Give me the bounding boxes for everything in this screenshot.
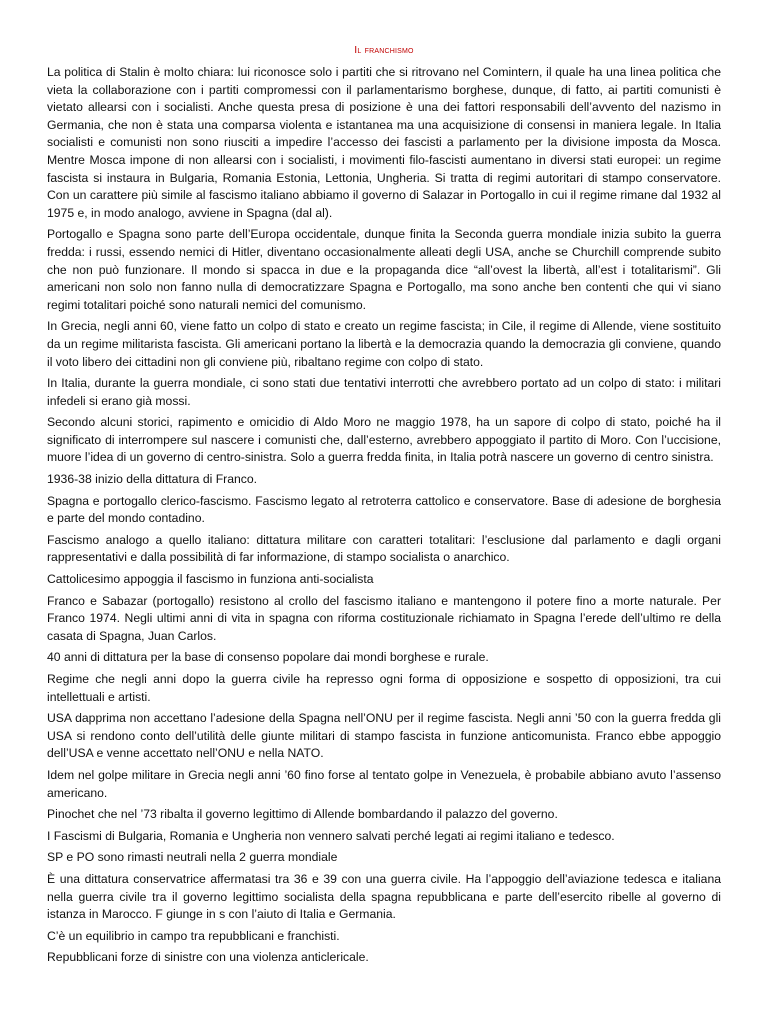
paragraph: In Italia, durante la guerra mondiale, ci sono stati due tentativi interrotti che avrebbero portato ad un colpo di stato: i militari infedeli si erano già mossi.	[47, 376, 721, 408]
paragraph: Franco e Sabazar (portogallo) resistono al crollo del fascismo italiano e mantengono il potere fino a morte naturale. Per Franco 1974. Negli ultimi anni di vita in spagna con riforma costituzionale richiamato in Spagna l’erede dell’ultimo re della casata di Spagna, Juan Carlos.	[47, 593, 721, 643]
paragraph: Regime che negli anni dopo la guerra civile ha represso ogni forma di opposizione e sospetto di opposizioni, tra cui intellettuali e artisti.	[47, 672, 721, 704]
paragraph: Pinochet che nel ’73 ribalta il governo legittimo di Allende bombardando il palazzo del governo.	[47, 807, 558, 822]
paragraph: I Fascismi di Bulgaria, Romania e Ungheria non vennero salvati perché legati ai regimi italiano e tedesco.	[47, 828, 615, 843]
paragraph: 1936-38 inizio della dittatura di Franco.	[47, 472, 258, 487]
paragraph: In Grecia, negli anni 60, viene fatto un colpo di stato e creato un regime fascista; in Cile, il regime di Allende, viene sostituito da un regime militarista fascista. Gli americani portano la libertà e la democrazia quando la democrazia gli conviene, quando il voto libero dei cittadini non gli conviene più, ribaltano regime con colpo di stato.	[47, 319, 721, 369]
paragraph: Repubblicani forze di sinistre con una violenza anticlericale.	[47, 950, 369, 965]
paragraph: La politica di Stalin è molto chiara: lui riconosce solo i partiti che si ritrovano nel Comintern, il quale ha una linea politica che vieta la collaborazione con i partiti compromessi con il parlamentarismo borghese, dunque, di fatto, ai partiti comunisti è vietato allearsi con i socialisti. Anche questa presa di posizione è una dei fattori responsabili dell’avvento del nazismo in Germania, che non è stata una comparsa violenta e istantanea ma una acquisizione di consensi in maniera legale. In Italia socialisti e comunisti non sono riusciti a impedire l’accesso dei fascisti a parlamento per la divisione imposta da Mosca. Mentre Mosca impone di non allearsi con i socialisti, i movimenti filo-fascisti aumentano in diversi stati europei: un regime fascista si instaura in Bulgaria, Romania Estonia, Lettonia, Ungheria. Si tratta di regimi autoritari di stampo conservatore. Con un carattere più simile al fascismo italiano abbiamo il governo di Salazar in Portogallo in cui il regime rimane dal 1932 al 1975 e, in modo analogo, avviene in Spagna (dal al).	[47, 65, 721, 220]
paragraph: C’è un equilibrio in campo tra repubblicani e franchisti.	[47, 928, 340, 943]
document-title: Il franchismo	[354, 44, 414, 56]
paragraph: È una dittatura conservatrice affermatasi tra 36 e 39 con una guerra civile. Ha l’appoggio dell’aviazione tedesca e italiana nella guerra civile tra il governo legittimo socialista della spagna repubblicana e parte dell’esercito ribelle al governo di istanza in Marocco. F giunge in s con l’aiuto di Italia e Germania.	[47, 871, 721, 922]
paragraph: Spagna e portogallo clerico-fascismo. Fascismo legato al retroterra cattolico e conservatore. Base di adesione de borghesia e parte del mondo contadino.	[47, 493, 721, 526]
paragraph: Secondo alcuni storici, rapimento e omicidio di Aldo Moro ne maggio 1978, ha un sapore di colpo di stato, poiché ha il significato di interrompere sul nascere i comunisti che, dall’esterno, avrebbero appoggiato il partito di Moro. Con l’uccisione, muore l’idea di un governo di centro-sinistra. Solo a guerra fredda finita, in Italia potrà nascere un governo di centro sinistra.	[47, 415, 721, 465]
paragraph: SP e PO sono rimasti neutrali nella 2 guerra mondiale	[47, 850, 338, 865]
paragraph: Fascismo analogo a quello italiano: dittatura militare con caratteri totalitari: l’esclusione dal parlamento e dagli organi rappresentativi e dalla possibilità di far informazione, di stampo socialista o anarchico.	[47, 532, 721, 565]
paragraph: USA dapprima non accettano l’adesione della Spagna nell’ONU per il regime fascista. Negli anni ’50 con la guerra fredda gli USA si rendono conto dell’utilità delle giunte militari di stampo fascista in funzione anticomunista. Franco ebbe appoggio dell’USA e venne accettato nell’ONU e nella NATO.	[47, 711, 721, 761]
document-page	[47, 44, 721, 971]
paragraph: Cattolicesimo appoggia il fascismo in funziona anti-socialista	[47, 572, 374, 587]
paragraph: 40 anni di dittatura per la base di consenso popolare dai mondi borghese e rurale.	[47, 650, 489, 665]
paragraph: Idem nel golpe militare in Grecia negli anni ’60 fino forse al tentato golpe in Venezuela, è probabile abbiano avuto l’assenso americano.	[47, 767, 721, 800]
paragraph: Portogallo e Spagna sono parte dell’Europa occidentale, dunque finita la Seconda guerra mondiale inizia subito la guerra fredda: i russi, essendo nemici di Hitler, diventano occasionalmente alleati degli USA, anche se Churchill comprende subito che non può funzionare. Il mondo si spacca in due e la propaganda dice “all’ovest la libertà, all’est i totalitarismi”. Gli americani non solo non fanno nulla di democratizzare Spagna e Portogallo, ma sono anche ben contenti che qui vi siano regimi totalitari poiché sono naturali nemici del comunismo.	[47, 227, 721, 312]
